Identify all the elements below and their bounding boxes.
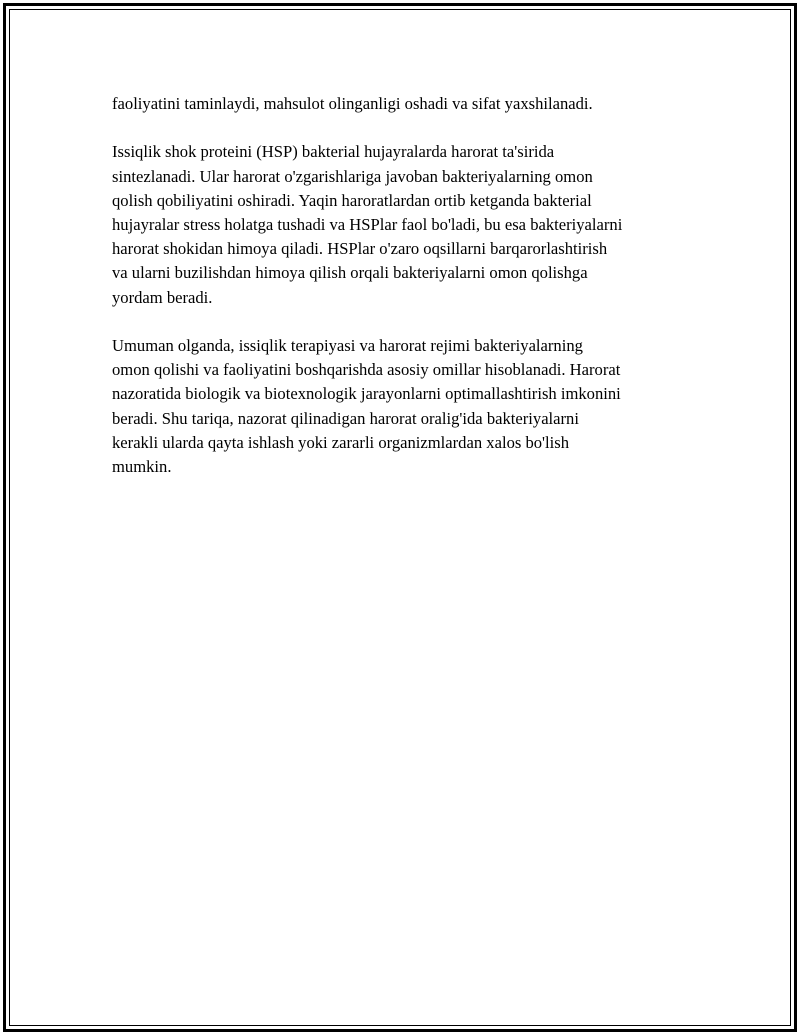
document-body bbox=[112, 92, 697, 503]
paragraph-3: Umuman olganda, issiqlik terapiyasi va harorat rejimi bakteriyalarning omon qolishi va faoliyatini boshqarishda asosiy omillar hisoblanadi. Harorat nazoratida biologik va biotexnologik jarayonlarni optimallashtirish imkonini beradi. Shu tariqa, nazorat qilinadigan harorat oralig'ida bakteriyalarni kerakli ularda qayta ishlash yoki zararli organizmlardan xalos bo'lish mumkin. bbox=[112, 336, 621, 477]
paragraph-2: Issiqlik shok proteini (HSP) bakterial hujayralarda harorat ta'sirida sintezlanadi. Ular harorat o'zgarishlariga javoban bakteriyalarning omon qolish qobiliyatini oshiradi. Yaqin haroratlardan ortib ketganda bakterial hujayralar stress holatga tushadi va HSPlar faol bo'ladi, bu esa bakteriyalarni harorat shokidan himoya qiladi. HSPlar o'zaro oqsillarni barqarorlashtirish va ularni buzilishdan himoya qilish orqali bakteriyalarni omon qolishga yordam beradi. bbox=[112, 142, 623, 307]
paragraph-1: faoliyatini taminlaydi, mahsulot olinganligi oshadi va sifat yaxshilanadi. bbox=[112, 94, 593, 113]
